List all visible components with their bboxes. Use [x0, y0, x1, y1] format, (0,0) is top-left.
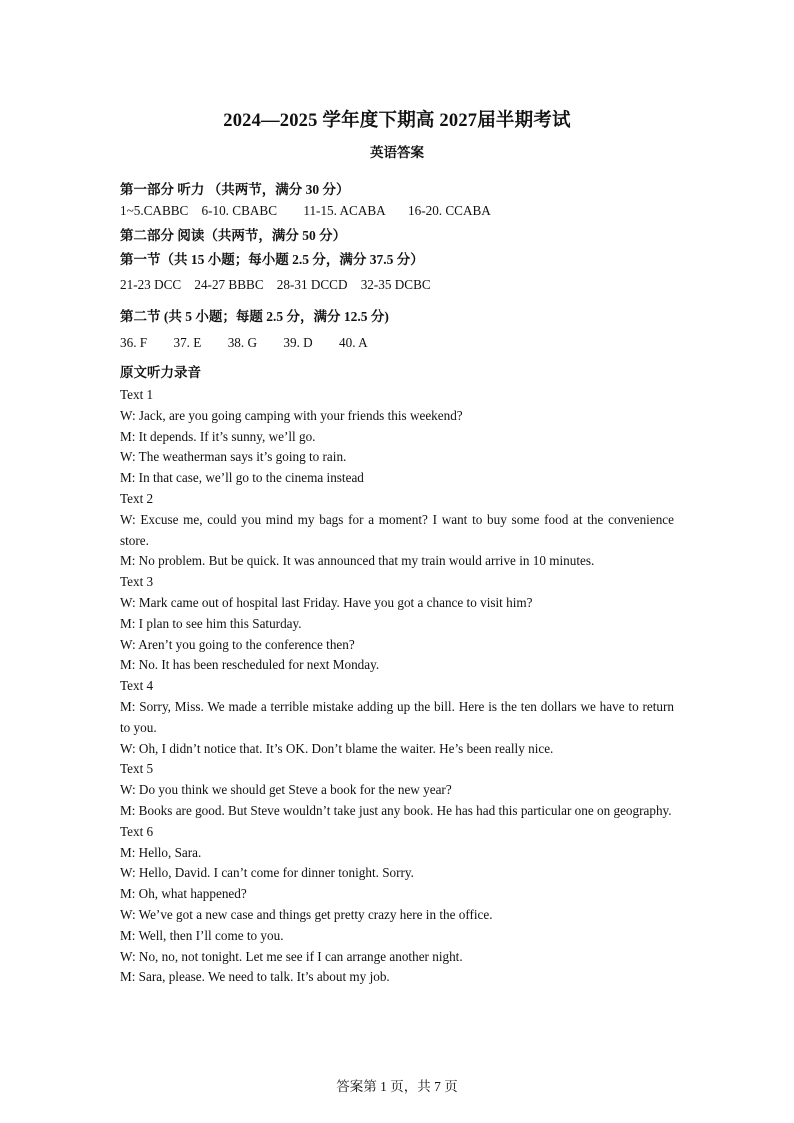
transcript-line: Text 6: [120, 823, 154, 839]
document-title: 2024—2025 学年度下期高 2027届半期考试: [223, 111, 571, 131]
transcript-line: Text 4: [120, 678, 154, 694]
transcript-line: M: Hello, Sara.: [120, 844, 202, 860]
part1-heading: 第一部分 听力 （共两节，满分 30 分）: [120, 182, 350, 197]
transcript-line: W: Mark came out of hospital last Friday. Have you got a chance to visit him?: [120, 594, 533, 610]
section1-answers: 21-23 DCC 24-27 BBBC 28-31 DCCD 32-35 DCBC: [120, 277, 431, 292]
transcript-line: M: In that case, we’ll go to the cinema instead: [120, 470, 364, 486]
transcript-line: W: Oh, I didn’t notice that. It’s OK. Don’t blame the waiter. He’s been really nice.: [120, 740, 554, 756]
transcript-line: W: Jack, are you going camping with your friends this weekend?: [120, 407, 463, 423]
transcript-line: M: No. It has been rescheduled for next Monday.: [120, 657, 380, 673]
transcript-line: W: Hello, David. I can’t come for dinner tonight. Sorry.: [120, 865, 414, 881]
transcript-line: M: Well, then I’ll come to you.: [120, 927, 284, 943]
transcript-line: M: Sara, please. We need to talk. It’s about my job.: [120, 969, 390, 985]
transcript-line: W: Do you think we should get Steve a book for the new year?: [120, 782, 452, 798]
transcript-heading: 原文听力录音: [120, 365, 201, 380]
part1-answers: 1~5.CABBC 6-10. CBABC 11-15. ACABA 16-20. CCABA: [120, 203, 491, 218]
transcript-line: M: It depends. If it’s sunny, we’ll go.: [120, 428, 316, 444]
transcript-line: Text 5: [120, 761, 154, 777]
part2-heading: 第二部分 阅读（共两节，满分 50 分）: [120, 228, 347, 243]
transcript-line: W: The weatherman says it’s going to rain.: [120, 449, 347, 465]
transcript-line: W: No, no, not tonight. Let me see if I can arrange another night.: [120, 948, 463, 964]
transcript: [120, 385, 674, 988]
page-footer: 答案第 1 页，共 7 页: [336, 1079, 458, 1094]
section2-heading: 第二节 (共 5 小题；每题 2.5 分，满分 12.5 分): [120, 309, 389, 324]
transcript-line: M: No problem. But be quick. It was announced that my train would arrive in 10 minutes.: [120, 553, 595, 569]
transcript-line: M: Sorry, Miss. We made a terrible mistake adding up the bill. Here is the ten dollars we have to return to you.: [120, 698, 674, 735]
transcript-line: Text 1: [120, 387, 154, 402]
transcript-line: M: I plan to see him this Saturday.: [120, 615, 302, 631]
document-subtitle: 英语答案: [370, 145, 424, 160]
section2-answers: 36. F 37. E 38. G 39. D 40. A: [120, 335, 368, 350]
section1-heading: 第一节（共 15 小题；每小题 2.5 分，满分 37.5 分）: [120, 252, 424, 267]
transcript-line: Text 3: [120, 574, 154, 590]
document-body: [120, 178, 674, 988]
transcript-line: W: Aren’t you going to the conference then?: [120, 636, 355, 652]
transcript-line: M: Oh, what happened?: [120, 886, 247, 902]
transcript-line: M: Books are good. But Steve wouldn’t take just any book. He has had this particular one on geography.: [120, 802, 672, 818]
transcript-line: W: We’ve got a new case and things get pretty crazy here in the office.: [120, 906, 493, 922]
transcript-line: Text 2: [120, 490, 154, 506]
transcript-line: W: Excuse me, could you mind my bags for a moment? I want to buy some food at the convenience store.: [120, 511, 674, 548]
